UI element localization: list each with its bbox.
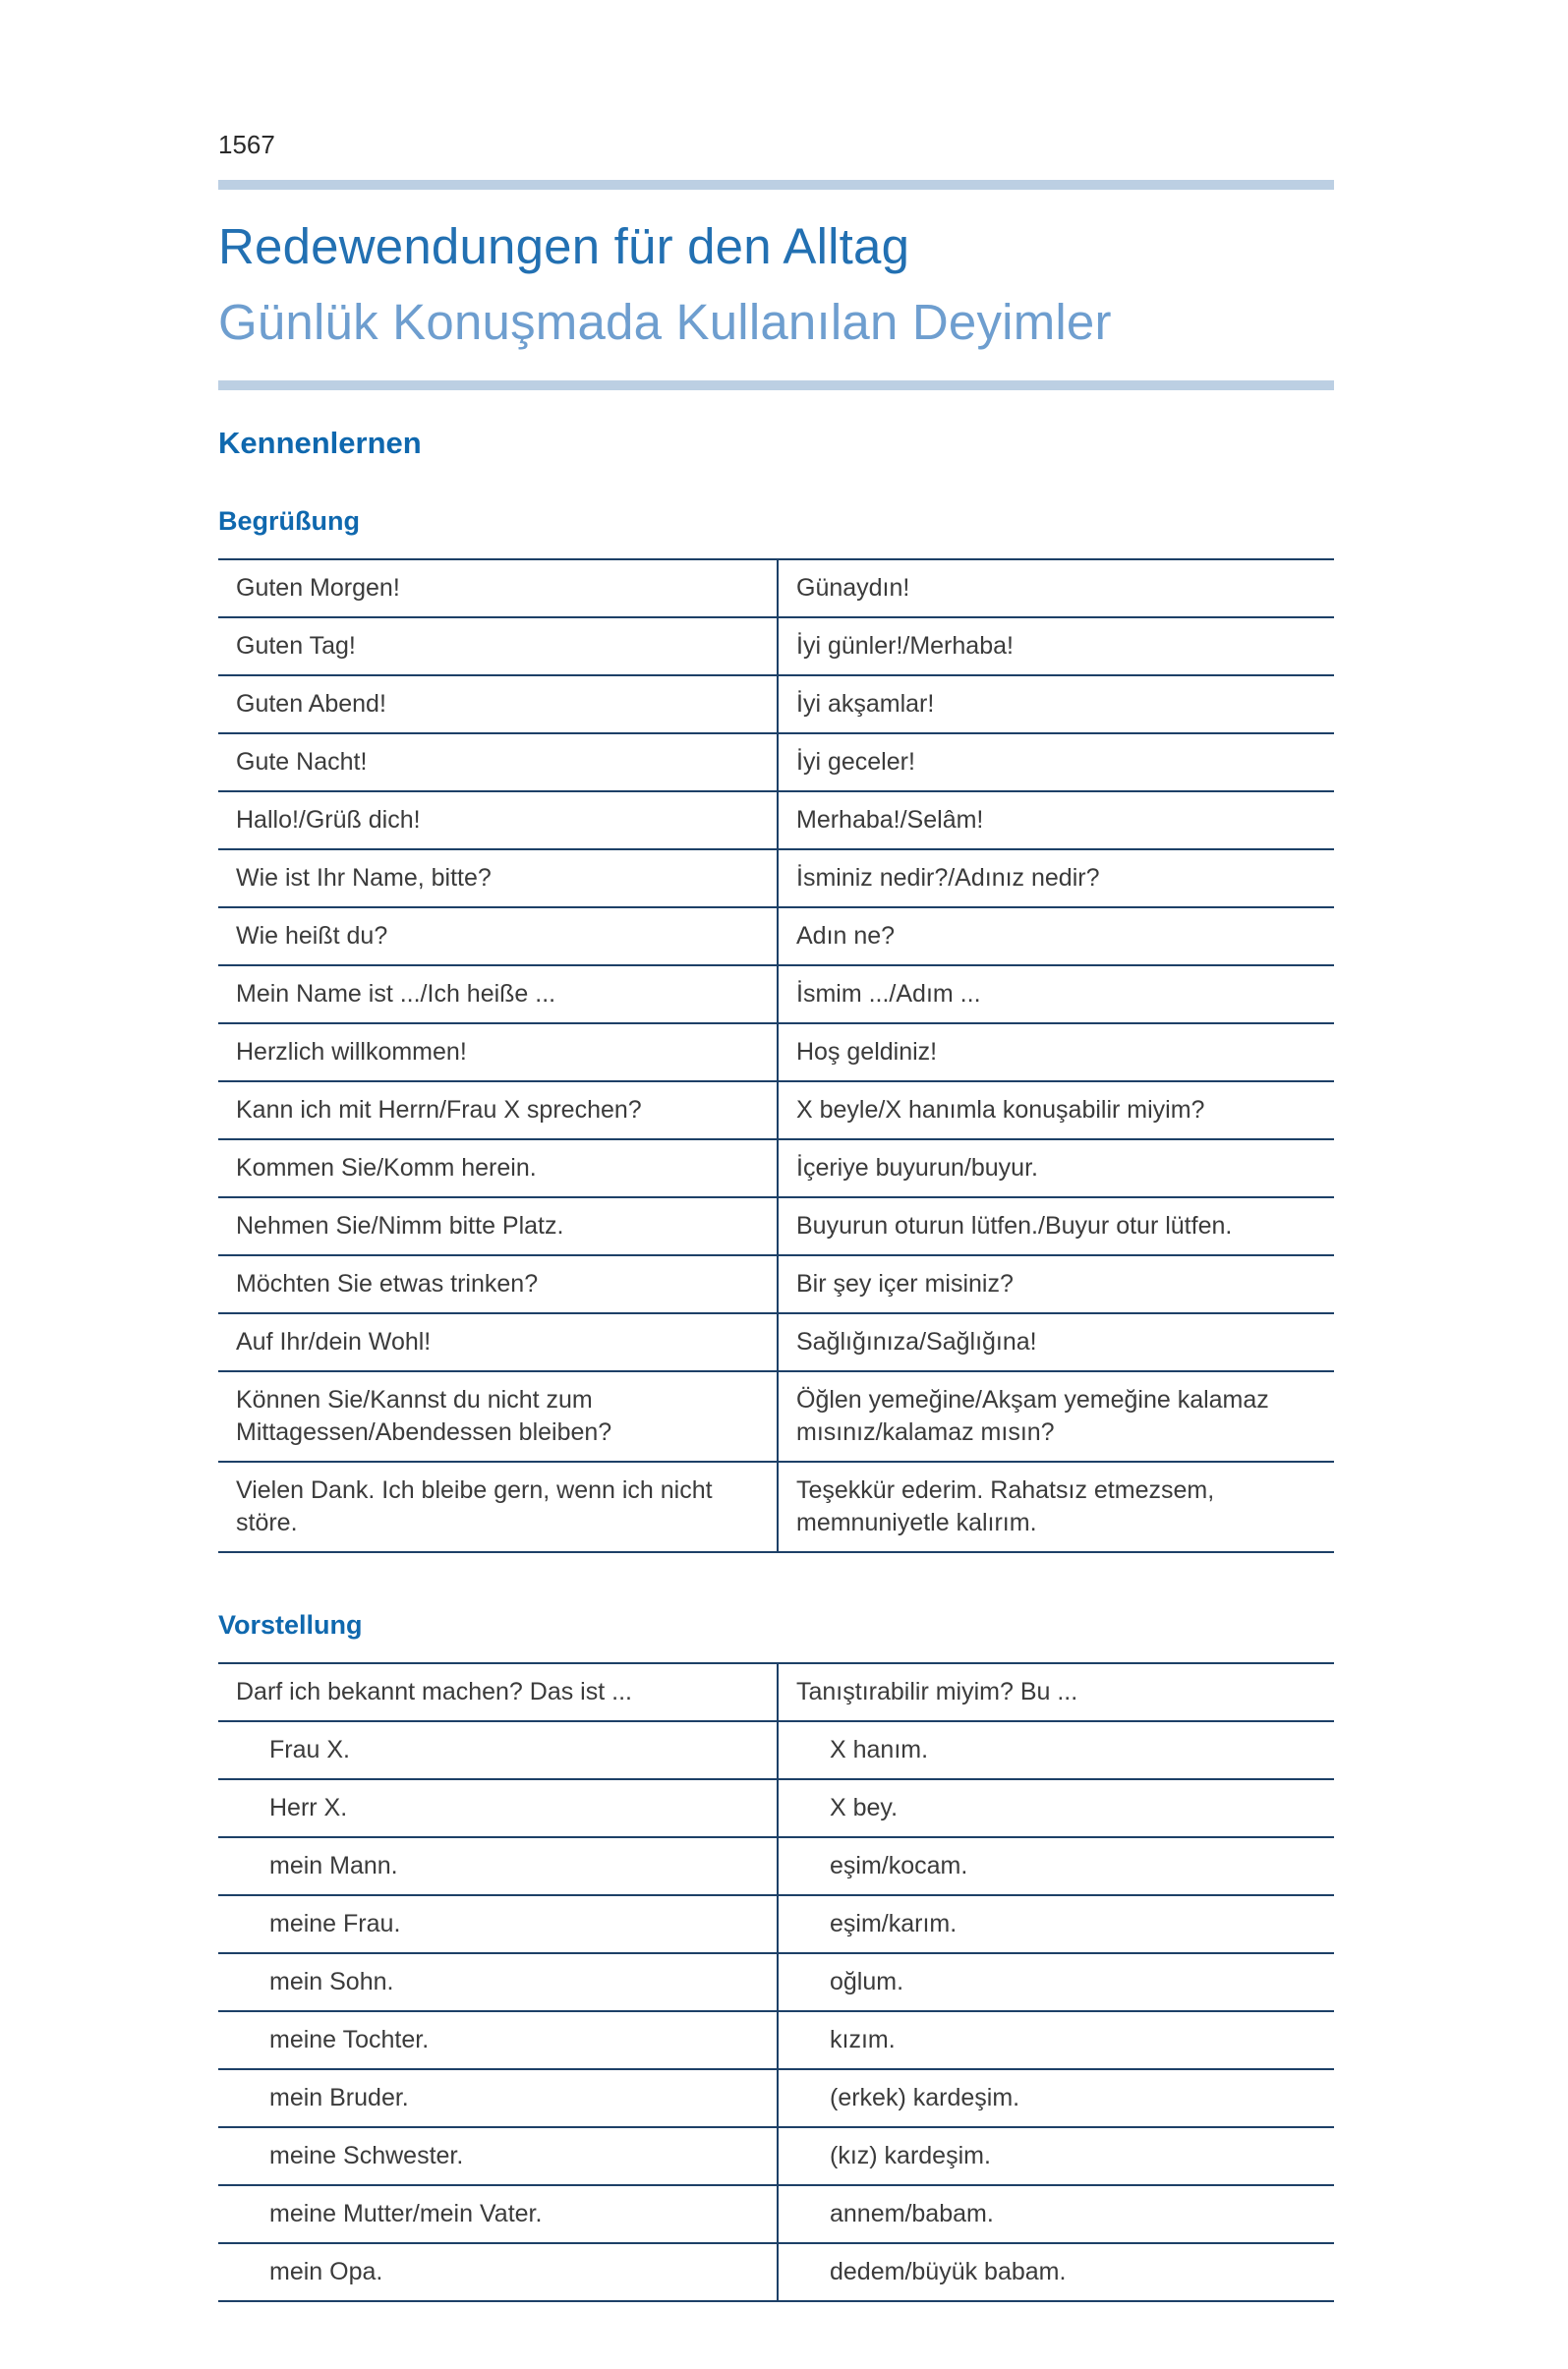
turkish-phrase-cell: İyi günler!/Merhaba! xyxy=(796,632,1014,660)
table-row xyxy=(218,2070,1334,2128)
table-row xyxy=(218,618,1334,676)
table-row xyxy=(218,2244,1334,2302)
turkish-phrase-cell: dedem/büyük babam. xyxy=(830,2258,1067,2285)
turkish-phrase-cell: X hanım. xyxy=(830,1736,929,1763)
section-vorstellung xyxy=(218,1610,1334,2302)
turkish-phrase-cell: X bey. xyxy=(830,1794,899,1821)
german-phrase-cell: mein Sohn. xyxy=(218,1954,779,2010)
turkish-phrase-cell: Hoş geldiniz! xyxy=(796,1038,938,1066)
turkish-phrase-cell: Merhaba!/Selâm! xyxy=(796,806,984,834)
table-row xyxy=(218,908,1334,966)
table-row xyxy=(218,2012,1334,2070)
german-phrase-cell: meine Tochter. xyxy=(218,2012,779,2068)
table-row xyxy=(218,1082,1334,1140)
turkish-phrase-cell: annem/babam. xyxy=(830,2200,994,2227)
turkish-phrase-cell: Teşekkür ederim. Rahatsız etmezsem, memnuniyetle kalırım. xyxy=(796,1476,1215,1536)
table-row xyxy=(218,1463,1334,1553)
subsection-heading-vorstellung: Vorstellung xyxy=(218,1610,363,1640)
german-phrase-cell: Gute Nacht! xyxy=(218,734,779,790)
turkish-phrase-cell: X beyle/X hanımla konuşabilir miyim? xyxy=(796,1096,1205,1124)
table-row xyxy=(218,1780,1334,1838)
table-row xyxy=(218,1140,1334,1198)
table-row xyxy=(218,2128,1334,2186)
table-row xyxy=(218,676,1334,734)
german-phrase-cell: Können Sie/Kannst du nicht zum Mittagessen/Abendessen bleiben? xyxy=(218,1372,779,1461)
table-row xyxy=(218,560,1334,618)
turkish-phrase-cell: oğlum. xyxy=(830,1968,904,1995)
section-begruessung xyxy=(218,506,1334,1553)
table-row xyxy=(218,1896,1334,1954)
turkish-phrase-cell: İsminiz nedir?/Adınız nedir? xyxy=(796,864,1100,892)
table-row xyxy=(218,1256,1334,1314)
turkish-phrase-cell: Buyurun oturun lütfen./Buyur otur lütfen. xyxy=(796,1212,1233,1240)
table-row xyxy=(218,1024,1334,1082)
german-phrase-cell: Darf ich bekannt machen? Das ist ... xyxy=(218,1664,779,1720)
table-row xyxy=(218,1954,1334,2012)
german-phrase-cell: Mein Name ist .../Ich heiße ... xyxy=(218,966,779,1022)
german-phrase-cell: Hallo!/Grüß dich! xyxy=(218,792,779,848)
german-phrase-cell: Kommen Sie/Komm herein. xyxy=(218,1140,779,1196)
table-row xyxy=(218,1838,1334,1896)
page-title: Redewendungen für den Alltag xyxy=(218,218,910,274)
turkish-phrase-cell: eşim/karım. xyxy=(830,1910,958,1937)
german-phrase-cell: Wie ist Ihr Name, bitte? xyxy=(218,850,779,906)
turkish-phrase-cell: (kız) kardeşim. xyxy=(830,2142,991,2169)
german-phrase-cell: Möchten Sie etwas trinken? xyxy=(218,1256,779,1312)
turkish-phrase-cell: Sağlığınıza/Sağlığına! xyxy=(796,1328,1037,1356)
page-subtitle: Günlük Konuşmada Kullanılan Deyimler xyxy=(218,294,1112,350)
phrase-table-begruessung xyxy=(218,558,1334,1553)
table-row xyxy=(218,792,1334,850)
table-row xyxy=(218,734,1334,792)
german-phrase-cell: Vielen Dank. Ich bleibe gern, wenn ich nicht störe. xyxy=(218,1463,779,1551)
turkish-phrase-cell: İyi akşamlar! xyxy=(796,690,935,718)
german-phrase-cell: Nehmen Sie/Nimm bitte Platz. xyxy=(218,1198,779,1254)
turkish-phrase-cell: Öğlen yemeğine/Akşam yemeğine kalamaz mısınız/kalamaz mısın? xyxy=(796,1386,1269,1446)
german-phrase-cell: Guten Tag! xyxy=(218,618,779,674)
page-number: 1567 xyxy=(218,130,275,159)
table-row xyxy=(218,1314,1334,1372)
turkish-phrase-cell: kızım. xyxy=(830,2026,896,2053)
turkish-phrase-cell: Bir şey içer misiniz? xyxy=(796,1270,1014,1298)
bottom-rule-bar xyxy=(218,380,1334,390)
turkish-phrase-cell: Tanıştırabilir miyim? Bu ... xyxy=(796,1678,1078,1705)
table-row xyxy=(218,850,1334,908)
german-phrase-cell: mein Mann. xyxy=(218,1838,779,1894)
table-row xyxy=(218,966,1334,1024)
turkish-phrase-cell: Adın ne? xyxy=(796,922,896,950)
turkish-phrase-cell: eşim/kocam. xyxy=(830,1852,968,1879)
turkish-phrase-cell: İçeriye buyurun/buyur. xyxy=(796,1154,1038,1182)
subsection-heading-begruessung: Begrüßung xyxy=(218,506,360,536)
german-phrase-cell: Herr X. xyxy=(218,1780,779,1836)
table-row xyxy=(218,1198,1334,1256)
german-phrase-cell: Wie heißt du? xyxy=(218,908,779,964)
turkish-phrase-cell: İsmim .../Adım ... xyxy=(796,980,981,1008)
german-phrase-cell: meine Schwester. xyxy=(218,2128,779,2184)
german-phrase-cell: Kann ich mit Herrn/Frau X sprechen? xyxy=(218,1082,779,1138)
table-row xyxy=(218,1372,1334,1463)
german-phrase-cell: Guten Morgen! xyxy=(218,560,779,616)
german-phrase-cell: Herzlich willkommen! xyxy=(218,1024,779,1080)
table-row xyxy=(218,1722,1334,1780)
german-phrase-cell: Guten Abend! xyxy=(218,676,779,732)
top-rule-bar xyxy=(218,180,1334,190)
turkish-phrase-cell: İyi geceler! xyxy=(796,748,915,776)
german-phrase-cell: mein Opa. xyxy=(218,2244,779,2300)
german-phrase-cell: mein Bruder. xyxy=(218,2070,779,2126)
table-row xyxy=(218,2186,1334,2244)
german-phrase-cell: meine Frau. xyxy=(218,1896,779,1952)
german-phrase-cell: meine Mutter/mein Vater. xyxy=(218,2186,779,2242)
phrase-table-vorstellung xyxy=(218,1662,1334,2302)
german-phrase-cell: Auf Ihr/dein Wohl! xyxy=(218,1314,779,1370)
turkish-phrase-cell: Günaydın! xyxy=(796,574,910,602)
german-phrase-cell: Frau X. xyxy=(218,1722,779,1778)
section-heading-kennenlernen: Kennenlernen xyxy=(218,426,422,460)
table-row xyxy=(218,1664,1334,1722)
turkish-phrase-cell: (erkek) kardeşim. xyxy=(830,2084,1020,2111)
